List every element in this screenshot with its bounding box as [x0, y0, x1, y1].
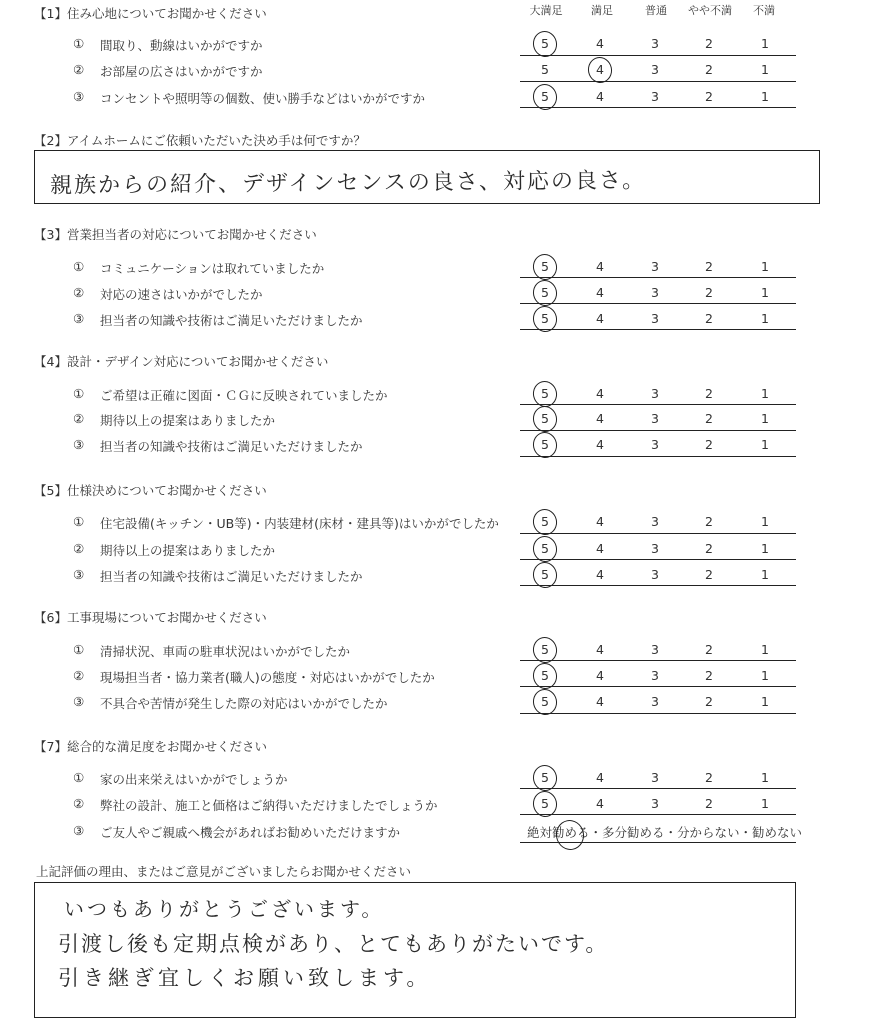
scale-value-5: 5 [541, 36, 549, 51]
rating-rule [520, 585, 796, 586]
scale-value-1: 1 [761, 567, 769, 582]
question-number: ③ [73, 89, 85, 104]
question-number: ③ [73, 437, 85, 452]
scale-value-1: 1 [761, 89, 769, 104]
question-number: ① [73, 259, 85, 274]
rating-rule [520, 713, 796, 714]
scale-value-5: 5 [541, 259, 549, 274]
rating-rule [520, 81, 796, 82]
scale-value-1: 1 [761, 642, 769, 657]
scale-value-5: 5 [541, 311, 549, 326]
scale-value-1: 1 [761, 541, 769, 556]
scale-value-2: 2 [705, 259, 713, 274]
rating-rule [520, 788, 796, 789]
scale-value-3: 3 [651, 642, 659, 657]
question-text: 担当者の知識や技術はご満足いただけましたか [100, 569, 363, 584]
question-text: 清掃状況、車両の駐車状況はいかがでしたか [100, 644, 351, 659]
scale-value-1: 1 [761, 36, 769, 51]
scale-value-3: 3 [651, 514, 659, 529]
question-text: 期待以上の提案はありましたか [100, 413, 276, 428]
section-1-heading: 【1】住み心地についてお聞かせください [34, 6, 267, 21]
question-text: 家の出来栄えはいかがでしょうか [100, 772, 288, 787]
question-number: ① [73, 642, 85, 657]
column-header-neutral: 普通 [645, 4, 667, 17]
scale-value-4: 4 [596, 62, 604, 77]
question-number: ① [73, 36, 85, 51]
scale-value-2: 2 [705, 285, 713, 300]
scale-value-4: 4 [596, 567, 604, 582]
question-text: ご希望は正確に図面・ＣＧに反映されていましたか [100, 388, 388, 403]
rating-rule [520, 660, 796, 661]
scale-value-5: 5 [541, 62, 549, 77]
question-number: ② [73, 541, 85, 556]
scale-value-1: 1 [761, 770, 769, 785]
scale-value-1: 1 [761, 386, 769, 401]
scale-value-2: 2 [705, 62, 713, 77]
scale-value-4: 4 [596, 437, 604, 452]
question-number: ③ [73, 567, 85, 582]
scale-value-4: 4 [596, 541, 604, 556]
question-text: コミュニケーションは取れていましたか [100, 261, 325, 276]
rating-rule [520, 814, 796, 815]
scale-value-2: 2 [705, 567, 713, 582]
scale-value-5: 5 [541, 567, 549, 582]
column-header-dissatisfied: 不満 [753, 4, 775, 17]
question-number: ① [73, 386, 85, 401]
section-7-heading: 【7】総合的な満足度をお聞かせください [34, 739, 267, 754]
scale-value-5: 5 [541, 411, 549, 426]
scale-value-5: 5 [541, 668, 549, 683]
comments-heading: 上記評価の理由、またはご意見がございましたらお聞かせください [36, 864, 412, 879]
column-header-very-satisfied: 大満足 [529, 4, 563, 17]
scale-value-3: 3 [651, 311, 659, 326]
rating-rule [520, 559, 796, 560]
scale-value-3: 3 [651, 770, 659, 785]
scale-value-4: 4 [596, 514, 604, 529]
scale-value-2: 2 [705, 437, 713, 452]
scale-value-4: 4 [596, 285, 604, 300]
scale-value-3: 3 [651, 386, 659, 401]
scale-value-1: 1 [761, 285, 769, 300]
scale-value-2: 2 [705, 386, 713, 401]
question-number: ① [73, 770, 85, 785]
rating-rule [520, 55, 796, 56]
scale-value-4: 4 [596, 36, 604, 51]
scale-value-4: 4 [596, 311, 604, 326]
rating-rule [520, 686, 796, 687]
recommendation-choices: 絶対勧める・多分勧める・分からない・勧めない [527, 825, 803, 840]
scale-value-2: 2 [705, 694, 713, 709]
scale-value-1: 1 [761, 694, 769, 709]
question-number: ② [73, 668, 85, 683]
scale-value-5: 5 [541, 437, 549, 452]
scale-value-2: 2 [705, 668, 713, 683]
scale-value-1: 1 [761, 514, 769, 529]
question-text: ご友人やご親戚へ機会があればお勧めいただけますか [100, 825, 401, 840]
question-text: 弊社の設計、施工と価格はご納得いただけましたでしょうか [100, 798, 438, 813]
scale-value-5: 5 [541, 89, 549, 104]
scale-value-1: 1 [761, 259, 769, 274]
scale-value-5: 5 [541, 642, 549, 657]
section-2-heading: 【2】アイムホームにご依頼いただいた決め手は何ですか？ [34, 133, 366, 148]
scale-value-2: 2 [705, 89, 713, 104]
scale-value-5: 5 [541, 285, 549, 300]
scale-value-2: 2 [705, 796, 713, 811]
scale-value-5: 5 [541, 796, 549, 811]
question-number: ③ [73, 823, 85, 838]
scale-value-4: 4 [596, 642, 604, 657]
question-number: ③ [73, 694, 85, 709]
question-text: 間取り、動線はいかがですか [100, 38, 263, 53]
comment-line-1: いつもありがとうございます。 [64, 897, 385, 921]
scale-value-1: 1 [761, 796, 769, 811]
scale-value-4: 4 [596, 259, 604, 274]
question-text: 担当者の知識や技術はご満足いただけましたか [100, 439, 363, 454]
scale-value-4: 4 [596, 694, 604, 709]
scale-value-3: 3 [651, 796, 659, 811]
scale-value-2: 2 [705, 541, 713, 556]
question-text: 期待以上の提案はありましたか [100, 543, 276, 558]
scale-value-3: 3 [651, 541, 659, 556]
question-text: 現場担当者・協力業者(職人)の態度・対応はいかがでしたか [100, 670, 435, 685]
question-number: ② [73, 796, 85, 811]
question-number: ② [73, 285, 85, 300]
scale-value-2: 2 [705, 311, 713, 326]
rating-rule [520, 404, 796, 405]
scale-value-5: 5 [541, 514, 549, 529]
section-6-heading: 【6】工事現場についてお聞かせください [34, 610, 267, 625]
scale-value-2: 2 [705, 411, 713, 426]
scale-value-5: 5 [541, 386, 549, 401]
scale-value-4: 4 [596, 411, 604, 426]
scale-value-3: 3 [651, 567, 659, 582]
scale-value-3: 3 [651, 694, 659, 709]
scale-value-4: 4 [596, 770, 604, 785]
scale-value-5: 5 [541, 541, 549, 556]
column-header-satisfied: 満足 [591, 4, 613, 17]
question-number: ② [73, 411, 85, 426]
scale-value-1: 1 [761, 62, 769, 77]
scale-value-3: 3 [651, 411, 659, 426]
scale-value-3: 3 [651, 36, 659, 51]
rating-rule [520, 456, 796, 457]
scale-value-2: 2 [705, 36, 713, 51]
scale-value-3: 3 [651, 89, 659, 104]
scale-value-4: 4 [596, 89, 604, 104]
question-number: ① [73, 514, 85, 529]
decision-answer-handwriting: 親族からの紹介、デザインセンスの良さ、対応の良さ。 [49, 168, 647, 199]
rating-rule [520, 329, 796, 330]
question-text: 対応の速さはいかがでしたか [100, 287, 263, 302]
column-header-somewhat-dissatisfied: やや不満 [688, 4, 732, 17]
scale-value-2: 2 [705, 770, 713, 785]
question-number: ② [73, 62, 85, 77]
rating-rule [520, 303, 796, 304]
rating-rule [520, 533, 796, 534]
comment-line-3: 引き継ぎ宜しくお願い致します。 [58, 966, 432, 990]
scale-value-1: 1 [761, 668, 769, 683]
scale-value-3: 3 [651, 285, 659, 300]
scale-value-4: 4 [596, 796, 604, 811]
section-3-heading: 【3】営業担当者の対応についてお聞かせください [34, 227, 317, 242]
rating-rule [520, 107, 796, 108]
scale-value-4: 4 [596, 386, 604, 401]
scale-value-1: 1 [761, 311, 769, 326]
question-text: 住宅設備(キッチン・UB等)・内装建材(床材・建具等)はいかがでしたか [100, 516, 499, 531]
comment-line-2: 引渡し後も定期点検があり、とてもありがたいです。 [58, 932, 609, 956]
question-text: コンセントや照明等の個数、使い勝手などはいかがですか [100, 91, 426, 106]
question-text: お部屋の広さはいかがですか [100, 64, 263, 79]
scale-value-1: 1 [761, 411, 769, 426]
scale-value-1: 1 [761, 437, 769, 452]
question-number: ③ [73, 311, 85, 326]
section-5-heading: 【5】仕様決めについてお聞かせください [34, 483, 267, 498]
scale-value-3: 3 [651, 668, 659, 683]
scale-value-2: 2 [705, 514, 713, 529]
scale-value-3: 3 [651, 62, 659, 77]
section-4-heading: 【4】設計・デザイン対応についてお聞かせください [34, 354, 329, 369]
scale-value-2: 2 [705, 642, 713, 657]
rating-rule [520, 277, 796, 278]
scale-value-4: 4 [596, 668, 604, 683]
rating-rule [520, 430, 796, 431]
question-text: 不具合や苦情が発生した際の対応はいかがでしたか [100, 696, 388, 711]
scale-value-3: 3 [651, 259, 659, 274]
question-text: 担当者の知識や技術はご満足いただけましたか [100, 313, 363, 328]
scale-value-5: 5 [541, 694, 549, 709]
scale-value-5: 5 [541, 770, 549, 785]
scale-value-3: 3 [651, 437, 659, 452]
